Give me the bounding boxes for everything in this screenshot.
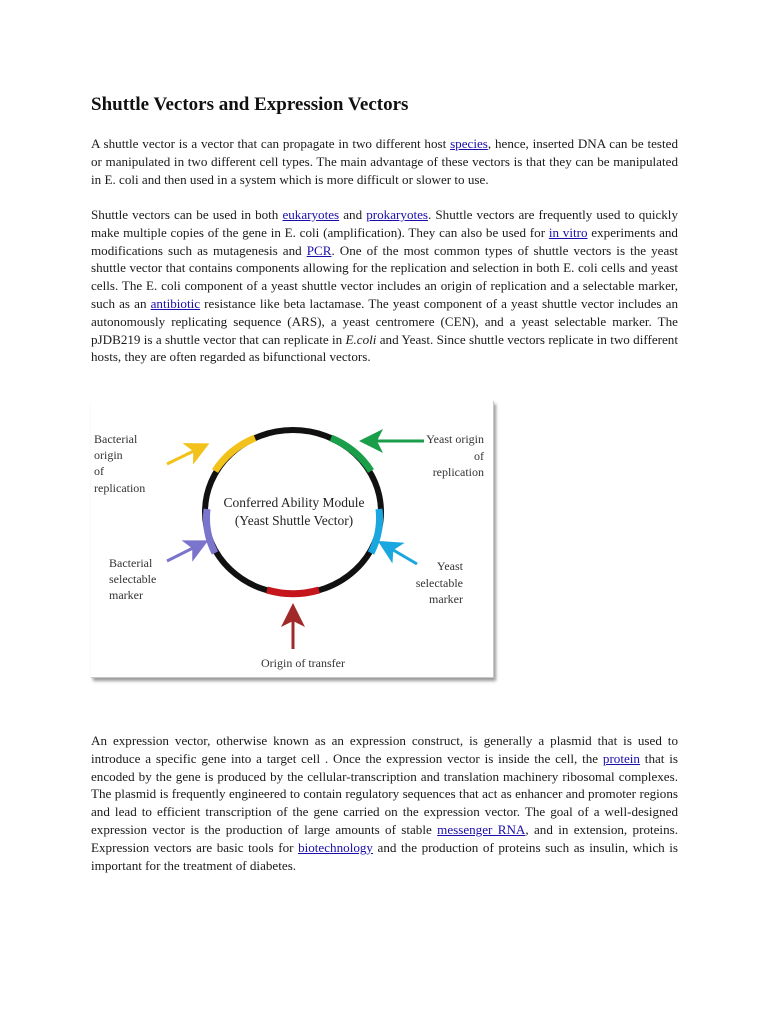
label-yeast-marker-2: selectable — [415, 576, 463, 590]
text-span: . One of the most common types of shuttle vectors is the yeast shuttle vector that contains components allowing for the replication and selection in both E. coli cells and yeast cells. The E. coli component of a yeast shuttle vector includes an origin of replication and a selectable marker, such as an — [91, 242, 678, 311]
text-span: and the production of proteins such as insulin, which is important for the treatment of diabetes. — [91, 839, 678, 873]
arrow-bacterial-origin — [167, 446, 204, 464]
link-in-vitro[interactable]: in vitro — [548, 224, 588, 240]
label-yeast-marker-1: Yeast — [436, 559, 463, 573]
link-protein[interactable]: protein — [602, 750, 640, 766]
link-messenger-rna[interactable]: messenger RNA — [437, 821, 526, 837]
label-bacterial-origin-1: Bacterial — [94, 432, 138, 446]
segment-bacterial-marker — [206, 509, 215, 553]
arrow-bacterial-marker — [167, 543, 203, 561]
link-prokaryotes[interactable]: prokaryotes — [366, 207, 429, 222]
link-antibiotic[interactable]: antibiotic — [150, 295, 201, 311]
center-label-line2: (Yeast Shuttle Vector) — [234, 513, 354, 528]
text-span: An expression vector, otherwise known as an expression construct, is generally a plasmid that is used to introduce a specific gene into a target cell . Once the expression vector is inside the cell, the — [91, 733, 678, 766]
label-bacterial-origin-3: of — [94, 464, 104, 478]
label-origin-transfer: Origin of transfer — [261, 656, 345, 670]
label-yeast-origin-1: Yeast origin — [426, 432, 484, 446]
link-pcr[interactable]: PCR — [306, 242, 332, 258]
text-span: resistance like beta lactamase. The yeast component of a yeast shuttle vector includes an autonomously replicating sequence (ARS), a yeast centromere (CEN), and a yeast selectable marker. The pJDB219 is a shuttle vector that can replicate in — [91, 295, 678, 347]
arrow-yeast-marker — [383, 544, 417, 564]
label-bacterial-origin-2: origin — [94, 448, 123, 462]
paragraph-expression-vector — [91, 732, 678, 874]
page-title: Shuttle Vectors and Expression Vectors — [91, 94, 409, 115]
label-bacterial-origin-4: replication — [94, 481, 146, 495]
segment-origin-transfer — [267, 590, 319, 594]
yeast-shuttle-vector-figure — [91, 401, 494, 678]
text-span: . Shuttle vectors are frequently used to quickly make multiple copies of the gene in E. coli (amplification). They can also be used for — [91, 207, 678, 240]
text-span: that is encoded by the gene is produced by the cellular-transcription and translation machinery ribosomal complexes. The plasmid is frequently engineered to contain regulatory sequences that act as enhancer and promoter regions and lead to efficient transcription of the gene carried on the expression vector. The goal of a well-designed expression vector is the production of large amounts of stable — [91, 750, 678, 837]
text-span: , and in extension, proteins. Expression vectors are basic tools for — [91, 821, 678, 855]
link-eukaryotes[interactable]: eukaryotes — [282, 207, 340, 222]
paragraph-shuttle-intro — [91, 135, 678, 188]
label-bacterial-marker-3: marker — [109, 588, 143, 602]
text-span: Shuttle vectors can be used in both — [91, 207, 283, 222]
label-yeast-origin-3: replication — [432, 465, 484, 479]
link-biotechnology[interactable]: biotechnology — [298, 839, 373, 855]
text-span: and Yeast. Since shuttle vectors replicate in two different hosts, they are often regarded as bifunctional vectors. — [91, 331, 678, 365]
text-span: A shuttle vector is a vector that can propagate in two different host — [91, 136, 451, 151]
link-species[interactable]: species — [450, 136, 488, 151]
label-bacterial-marker-2: selectable — [109, 572, 157, 586]
label-yeast-marker-3: marker — [429, 592, 463, 606]
center-label-line1: Conferred Ability Module — [223, 495, 365, 510]
label-yeast-origin-2: of — [474, 449, 484, 463]
text-span: experiments and modifications such as mutagenesis and — [91, 224, 678, 258]
paragraph-shuttle-uses — [91, 206, 678, 366]
segment-yeast-origin — [331, 438, 371, 471]
label-bacterial-marker-1: Bacterial — [109, 556, 153, 570]
text-span: and — [339, 207, 367, 222]
segment-yeast-marker — [371, 509, 380, 553]
segment-bacterial-origin — [215, 438, 255, 471]
text-span: , hence, inserted DNA can be tested or manipulated in two different cell types. The main advantage of these vectors is that they can be manipulated in E. coli and then used in a system which is more difficult or slower to use. — [91, 136, 678, 187]
text-italic: E.coli — [345, 331, 377, 347]
vector-diagram-svg — [91, 401, 493, 677]
